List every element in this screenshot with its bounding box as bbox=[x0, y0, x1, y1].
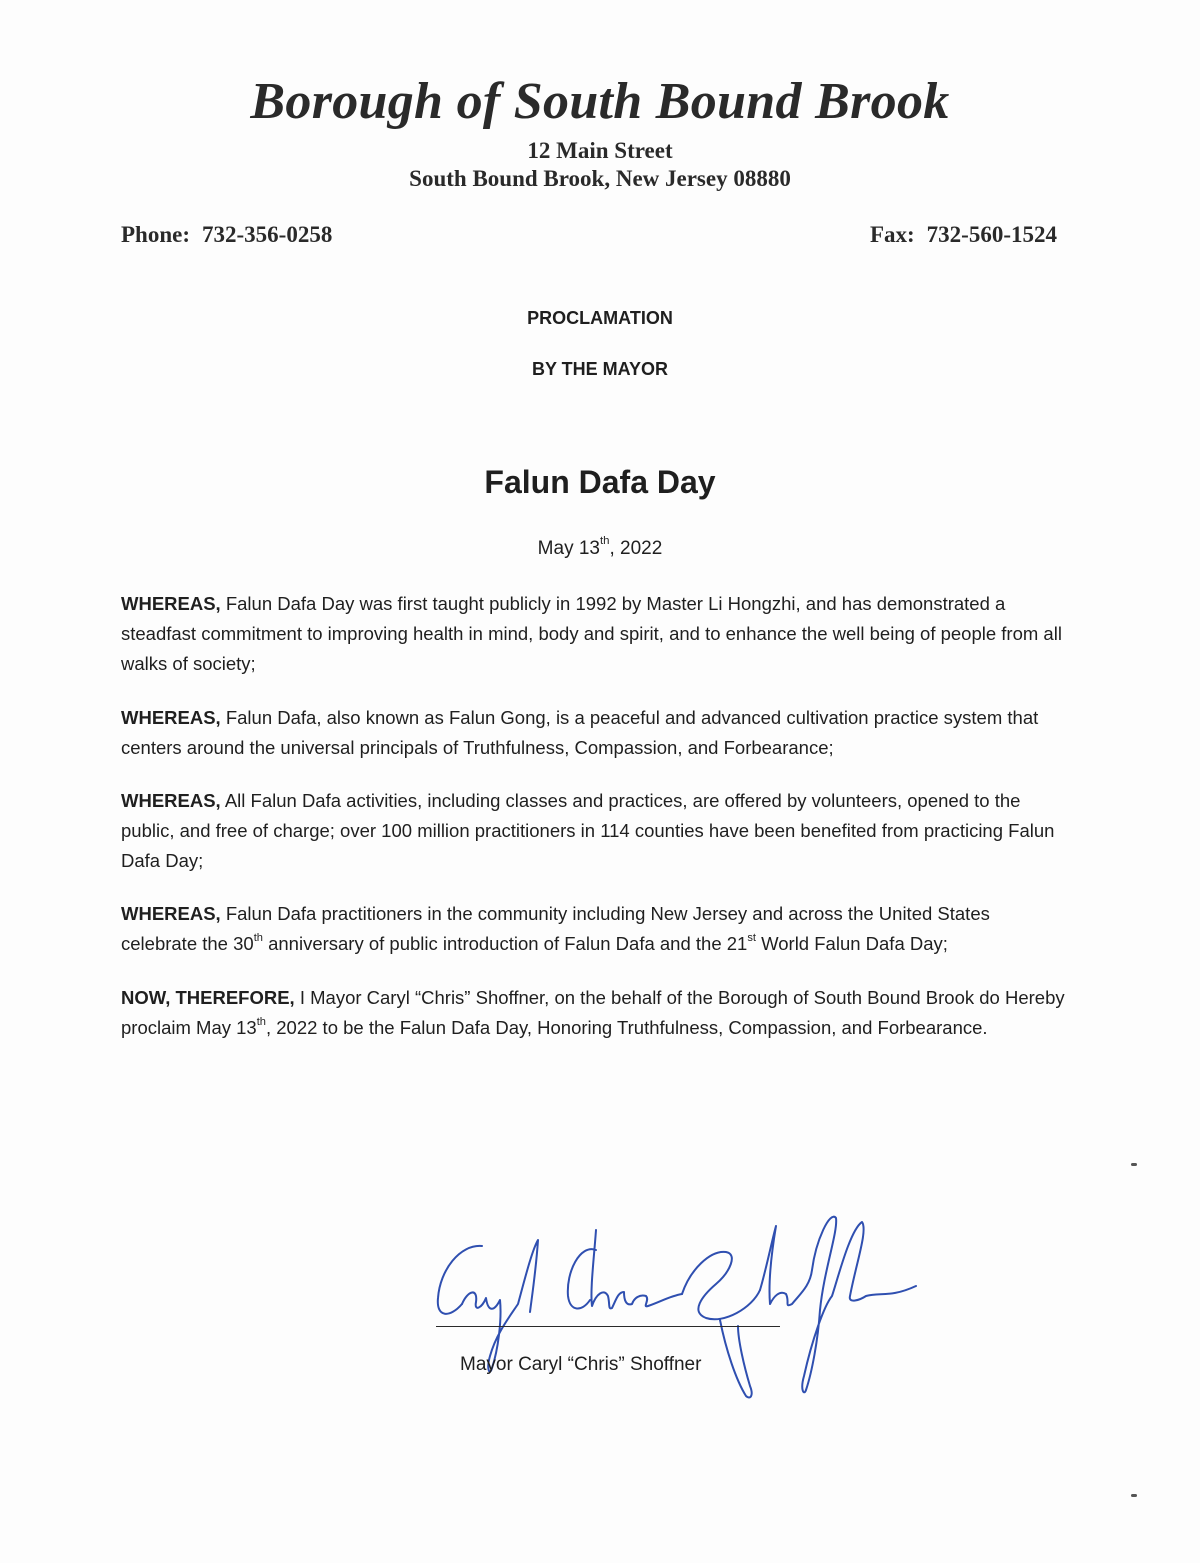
paragraph-text: anniversary of public introduction of Falun Dafa and the 21 bbox=[262, 933, 748, 954]
paragraph-text: World Falun Dafa Day; bbox=[755, 933, 948, 954]
paragraph-text: , 2022 to be the Falun Dafa Day, Honoring Truthfulness, Compassion, and Forbearance. bbox=[265, 1017, 988, 1038]
now-therefore-paragraph bbox=[121, 983, 1071, 1043]
letterhead-fax bbox=[870, 222, 1057, 248]
fax-number: 732-560-1524 bbox=[926, 222, 1057, 247]
paragraph-text: All Falun Dafa activities, including classes and practices, are offered by volunteers, opened to the public, and free of charge; over 100 million practitioners in 114 counties have been benefited from practicing Falun Dafa Day; bbox=[121, 790, 1055, 871]
ordinal-suffix: th bbox=[256, 1015, 266, 1028]
proclamation-heading: PROCLAMATION bbox=[527, 308, 673, 328]
paragraph-lead: WHEREAS, bbox=[121, 903, 221, 924]
date-prefix: May 13 bbox=[537, 538, 600, 559]
ordinal-suffix: st bbox=[747, 931, 756, 944]
whereas-paragraph-2 bbox=[121, 703, 1071, 763]
phone-label: Phone: bbox=[121, 222, 190, 247]
scan-speck bbox=[1131, 1494, 1137, 1497]
fax-label: Fax: bbox=[869, 222, 915, 247]
date-rest: , 2022 bbox=[609, 538, 663, 559]
handwritten-signature bbox=[420, 1200, 940, 1410]
whereas-paragraph-3 bbox=[121, 786, 1071, 876]
whereas-paragraph-4 bbox=[121, 899, 1071, 959]
letterhead-name: Borough of South Bound Brook bbox=[250, 73, 950, 130]
paragraph-text: I Mayor Caryl “Chris” Shoffner, on the behalf of the Borough of South Bound Brook do Hereby proclaim May 13 bbox=[121, 987, 1065, 1038]
proclamation-date bbox=[0, 535, 1200, 560]
date-suffix: th bbox=[599, 535, 610, 548]
letterhead-city: South Bound Brook, New Jersey 08880 bbox=[409, 166, 791, 191]
letterhead-street: 12 Main Street bbox=[527, 138, 673, 163]
paragraph-text: Falun Dafa, also known as Falun Gong, is a peaceful and advanced cultivation practice system that centers around the universal principals of Truthfulness, Compassion, and Forbearance; bbox=[121, 707, 1039, 758]
whereas-paragraph-1 bbox=[121, 589, 1071, 679]
paragraph-lead: WHEREAS, bbox=[121, 707, 221, 728]
paragraph-text: Falun Dafa Day was first taught publicly in 1992 by Master Li Hongzhi, and has demonstrated a steadfast commitment to improving health in mind, body and spirit, and to enhance the well being of people from all walks of society; bbox=[121, 593, 1062, 674]
ordinal-suffix: th bbox=[253, 931, 263, 944]
paragraph-text: Falun Dafa practitioners in the community including New Jersey and across the United States celebrate the 30 bbox=[121, 903, 990, 954]
signature-line bbox=[436, 1326, 780, 1327]
paragraph-lead: WHEREAS, bbox=[121, 790, 221, 811]
by-the-mayor-heading: BY THE MAYOR bbox=[531, 359, 669, 379]
letterhead-phone bbox=[121, 222, 332, 248]
phone-number: 732-356-0258 bbox=[202, 222, 333, 247]
paragraph-lead: NOW, THEREFORE, bbox=[121, 987, 295, 1008]
paragraph-lead: WHEREAS, bbox=[121, 593, 221, 614]
scan-speck bbox=[1131, 1163, 1137, 1166]
signatory-name: Mayor Caryl “Chris” Shoffner bbox=[460, 1354, 702, 1375]
document-title: Falun Dafa Day bbox=[484, 464, 716, 500]
